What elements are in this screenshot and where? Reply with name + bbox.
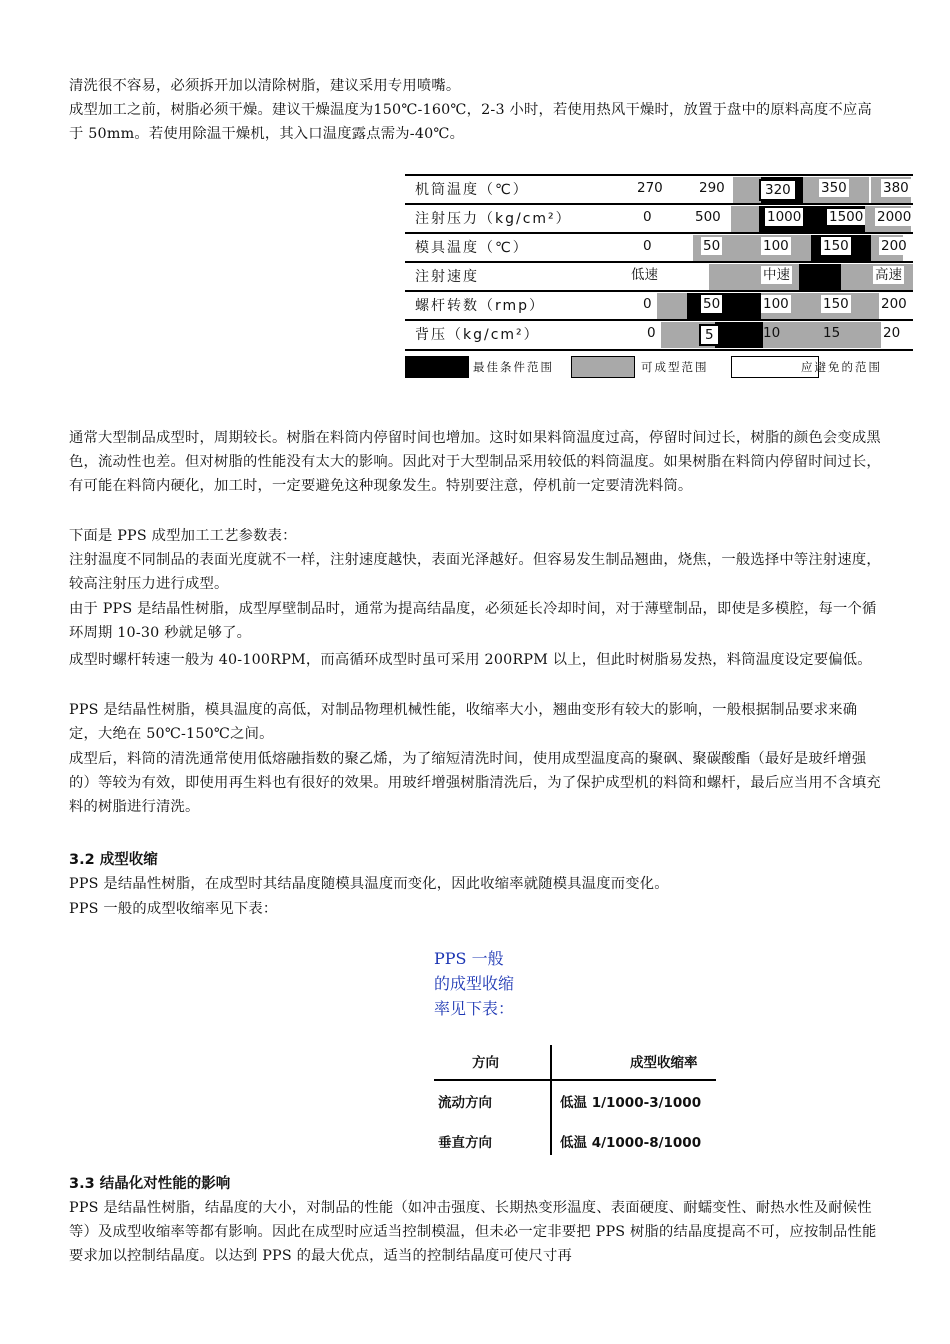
paragraph-crystallization: PPS 是结晶性树脂，结晶度的大小，对制品的性能（如冲击强度、长期热变形温度、表面硬度、耐蠕变性、耐热水性及耐候性等）及成型收缩率等都有影响。因此在成型时应适当控制模温，但未必一定非要把 PPS 树脂的结晶度提高不可，应按制品性能要求加以控制结晶度。以达到 PPS 的最大优点，适当的控制结晶度可使尺寸再 <box>69 1200 877 1265</box>
table-cell-vertical-value: 低温 4/1000-8/1000 <box>560 1135 702 1151</box>
param-tick: 高速 <box>875 267 902 283</box>
param-row-screw-speed <box>405 290 913 321</box>
table-cell-vertical-direction: 垂直方向 <box>438 1135 492 1151</box>
paragraph-shrinkage-2: PPS 一般的成型收缩率见下表： <box>69 901 278 917</box>
param-tick: 200 <box>881 238 907 254</box>
param-tick: 150 <box>823 238 849 254</box>
param-tick: 15 <box>823 325 841 341</box>
param-tick: 1500 <box>829 209 864 225</box>
param-tick: 200 <box>881 296 907 312</box>
paragraph-cleaning: 清洗很不容易，必须拆开加以清除树脂，建议采用专用喷嘴。 <box>69 78 461 94</box>
param-label: 机筒温度（℃） <box>415 182 529 198</box>
shrinkage-table <box>434 1045 716 1155</box>
param-tick: 10 <box>763 325 781 341</box>
param-tick: 150 <box>823 296 849 312</box>
paragraph-screw-speed: 成型时螺杆转速一般为 40-100RPM，而高循环成型时虽可采用 200RPM 以上，但此时树脂易发热，料筒温度设定要偏低。 <box>69 652 872 668</box>
param-label: 注射压力（kg/cm²） <box>415 211 572 227</box>
paragraph-injection-speed: 注射温度不同制品的表面光度就不一样，注射速度越快，表面光泽越好。但容易发生制品翘曲，烧焦，一般选择中等注射速度，较高注射压力进行成型。 <box>69 552 881 593</box>
table-divider <box>550 1045 552 1155</box>
param-tick: 50 <box>703 296 721 312</box>
param-label: 背压（kg/cm²） <box>415 327 540 343</box>
param-tick: 低速 <box>631 267 658 283</box>
param-tick: 0 <box>643 296 652 312</box>
legend-swatch-best <box>405 356 469 378</box>
param-chart-legend <box>405 356 915 380</box>
param-tick: 0 <box>643 209 652 225</box>
section-heading-crystallization: 3.3 结晶化对性能的影响 <box>69 1176 231 1192</box>
paragraph-large-parts: 通常大型制品成型时，周期较长。树脂在料筒内停留时间也增加。这时如果料筒温度过高，停留时间过长，树脂的颜色会变成黑色，流动性也差。但对树脂的性能没有太大的影响。因此对于大型制品采用较低的料筒温度。如果树脂在料筒内停留时间过长，有可能在料筒内硬化，加工时，一定要避免这种现象发生。特别要注意，停机前一定要清洗料筒。 <box>69 430 881 495</box>
param-row-back-pressure <box>405 319 913 351</box>
paragraph-barrel-cleaning: 成型后，料筒的清洗通常使用低熔融指数的聚乙烯，为了缩短清洗时间，使用成型温度高的聚砜、聚碳酸酯（最好是玻纤增强的）等较为有效，即使用再生料也有很好的效果。用玻纤增强树脂清洗后，为了保护成型机的料筒和螺杆，最后应当用不含填充料的树脂进行清洗。 <box>69 751 881 816</box>
param-tick: 290 <box>699 180 725 196</box>
paragraph-param-intro: 下面是 PPS 成型加工工艺参数表： <box>69 528 297 544</box>
param-tick: 1000 <box>767 209 802 225</box>
param-row-injection-pressure <box>405 203 913 234</box>
param-tick: 100 <box>763 296 789 312</box>
param-tick: 500 <box>695 209 721 225</box>
table-header-direction: 方向 <box>472 1055 499 1071</box>
table-cell-flow-value: 低温 1/1000-3/1000 <box>560 1095 702 1111</box>
param-tick: 0 <box>647 325 656 341</box>
param-label: 螺杆转数（rmp） <box>415 298 546 314</box>
legend-label-best: 最佳条件范围 <box>473 360 554 374</box>
shrinkage-table-caption: PPS 一般的成型收缩率见下表： <box>434 949 515 1018</box>
param-row-injection-speed <box>405 261 913 292</box>
param-tick: 350 <box>821 180 847 196</box>
param-tick: 50 <box>703 238 721 254</box>
param-tick: 2000 <box>877 209 912 225</box>
legend-label-avoid: 应避免的范围 <box>801 360 882 374</box>
process-parameter-chart <box>405 174 915 384</box>
param-tick: 20 <box>883 325 901 341</box>
section-heading-shrinkage: 3.2 成型收缩 <box>69 852 158 868</box>
param-label: 注射速度 <box>415 269 479 285</box>
paragraph-mold-temp: PPS 是结晶性树脂，模具温度的高低，对制品物理机械性能，收缩率大小，翘曲变形有较大的影响，一般根据制品要求来确定，大绝在 50℃-150℃之间。 <box>69 702 858 743</box>
param-tick: 100 <box>763 238 789 254</box>
param-tick-best: 320 <box>759 179 797 201</box>
legend-label-possible: 可成型范围 <box>641 360 709 374</box>
param-row-mold-temp <box>405 232 913 263</box>
table-rule <box>434 1079 716 1081</box>
paragraph-cooling-time: 由于 PPS 是结晶性树脂，成型厚壁制品时，通常为提高结晶度，必须延长冷却时间，对于薄壁制品，即使是多模腔，每一个循环周期 10-30 秒就足够了。 <box>69 601 877 642</box>
param-tick: 380 <box>883 180 909 196</box>
param-label: 模具温度（℃） <box>415 240 529 256</box>
param-tick: 0 <box>643 238 652 254</box>
param-row-barrel-temp <box>405 174 913 205</box>
table-header-shrinkage: 成型收缩率 <box>630 1055 698 1071</box>
legend-swatch-possible <box>571 356 635 378</box>
param-tick-best: 5 <box>699 324 720 346</box>
paragraph-drying: 成型加工之前，树脂必须干燥。建议干燥温度为150℃-160℃，2-3 小时，若使用热风干燥时，放置于盘中的原料高度不应高于 50mm。若使用除温干燥机，其入口温度露点需为-40℃。 <box>69 102 872 143</box>
table-cell-flow-direction: 流动方向 <box>438 1095 492 1111</box>
param-tick: 270 <box>637 180 663 196</box>
paragraph-shrinkage-1: PPS 是结晶性树脂，在成型时其结晶度随模具温度而变化，因此收缩率就随模具温度而变化。 <box>69 876 669 892</box>
param-tick: 中速 <box>763 267 790 283</box>
